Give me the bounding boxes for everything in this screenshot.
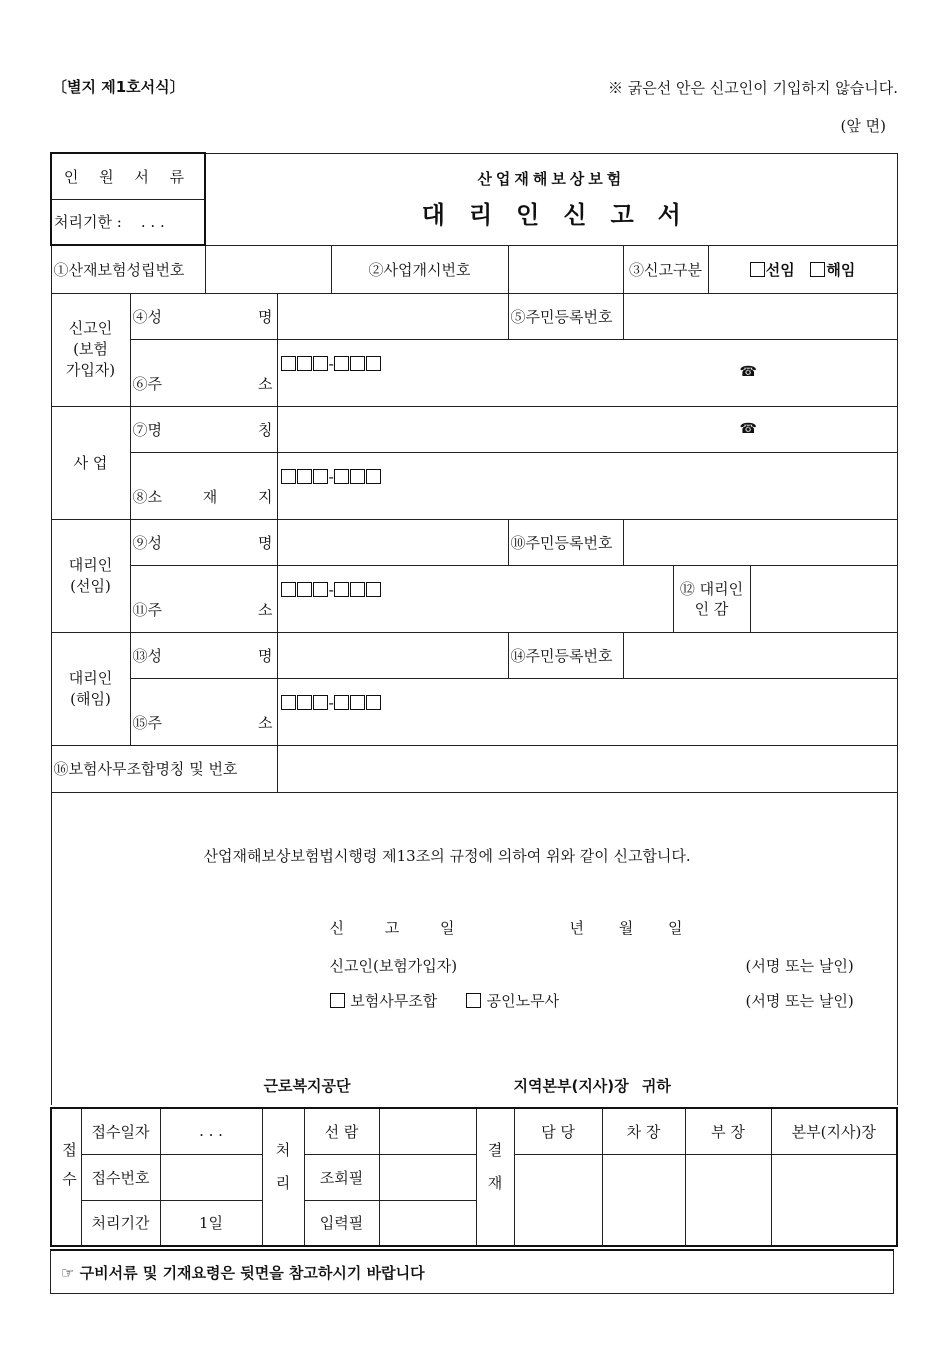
process-input-field[interactable] xyxy=(379,1200,476,1246)
insurance-number-field[interactable] xyxy=(205,245,331,293)
reporter-sign-label: 신고인(보험가입자) xyxy=(329,956,458,975)
agent-appoint-address-field[interactable] xyxy=(277,565,673,632)
checkbox-labor-attorney[interactable] xyxy=(466,993,481,1008)
business-name-label: ⑦명 칭 xyxy=(130,406,277,452)
postal-code-boxes: - xyxy=(281,580,382,599)
intake-number-label: 접수번호 xyxy=(81,1154,160,1200)
business-start-label: ②사업개시번호 xyxy=(331,245,508,293)
form-id: 〔별지 제1호서식〕 xyxy=(52,78,185,96)
reporter-name-field[interactable] xyxy=(277,293,508,339)
reporter-address-field[interactable] xyxy=(277,339,897,406)
agent-appoint-rrn-field[interactable] xyxy=(623,519,897,565)
reporter-group: 신고인 (보험 가입자) xyxy=(51,293,130,406)
approval-col-deputy: 차 장 xyxy=(602,1108,685,1154)
business-name-field[interactable] xyxy=(277,406,897,452)
business-start-field[interactable] xyxy=(508,245,623,293)
agent-seal-field[interactable] xyxy=(750,565,897,632)
report-type-options: 선임 해임 xyxy=(708,245,897,293)
agent-sign-options: 보험사무조합 공인노무사 xyxy=(330,990,560,1011)
title-big: 대리인신고서 xyxy=(421,201,705,229)
reporter-rrn-label: ⑤주민등록번호 xyxy=(508,293,623,339)
process-input-label: 입력필 xyxy=(304,1200,379,1246)
approval-col-staff: 담 당 xyxy=(514,1108,602,1154)
form-title xyxy=(205,153,897,245)
approval-col-manager: 부 장 xyxy=(685,1108,771,1154)
process-inquiry-field[interactable] xyxy=(379,1154,476,1200)
business-location-field[interactable] xyxy=(277,452,897,519)
approval-sign-manager[interactable] xyxy=(685,1154,771,1246)
title-small: 산업재해보상보험 xyxy=(477,170,626,188)
approval-sign-staff[interactable] xyxy=(514,1154,602,1246)
approval-col-head: 본부(지사)장 xyxy=(771,1108,897,1154)
petition-type: 인 원 서 류 xyxy=(51,153,205,199)
agent-dismiss-rrn-field[interactable] xyxy=(623,632,897,678)
process-review-label: 선 람 xyxy=(304,1108,379,1154)
checkbox-appoint[interactable] xyxy=(750,262,765,277)
approval-sign-deputy[interactable] xyxy=(602,1154,685,1246)
page-side: (앞 면) xyxy=(840,117,886,135)
insurance-number-label: ①산재보험성립번호 xyxy=(51,245,205,293)
process-group: 처리 xyxy=(262,1108,304,1246)
agent-dismiss-address-field[interactable] xyxy=(277,678,897,745)
business-location-label: ⑧소 재 지 xyxy=(130,452,277,519)
postal-code-boxes: - xyxy=(281,467,382,486)
checkbox-union[interactable] xyxy=(330,993,345,1008)
process-review-field[interactable] xyxy=(379,1108,476,1154)
organization-name: 근로복지공단 xyxy=(263,1076,351,1095)
declaration-text: 산업재해보상보험법시행령 제13조의 규정에 의하여 위와 같이 신고합니다. xyxy=(203,846,691,865)
intake-period-label: 처리기간 xyxy=(81,1200,160,1246)
agent-appoint-name-label: ⑨성 명 xyxy=(130,519,277,565)
phone-icon: ☎ xyxy=(739,363,757,380)
reporter-sign-note: (서명 또는 날인) xyxy=(745,956,854,975)
intake-date-label: 접수일자 xyxy=(81,1108,160,1154)
office-use-table xyxy=(50,1107,898,1247)
agent-sign-note: (서명 또는 날인) xyxy=(745,991,854,1010)
agent-appoint-name-field[interactable] xyxy=(277,519,508,565)
phone-icon: ☎ xyxy=(739,420,757,437)
intake-period-value: 1일 xyxy=(160,1200,262,1246)
reporter-rrn-field[interactable] xyxy=(623,293,897,339)
union-label: ⑯보험사무조합명칭 및 번호 xyxy=(51,745,277,792)
intake-group: 접수 xyxy=(51,1108,81,1246)
agent-dismiss-address-label: ⑮주 소 xyxy=(130,678,277,745)
report-form xyxy=(50,152,898,1105)
agent-seal-label: ⑫ 대리인 인 감 xyxy=(673,565,750,632)
recipient: 지역본부(지사)장 귀하 xyxy=(513,1076,671,1095)
agent-dismiss-name-label: ⑬성 명 xyxy=(130,632,277,678)
agent-appoint-group: 대리인 (선임) xyxy=(51,519,130,632)
checkbox-dismiss[interactable] xyxy=(810,262,825,277)
agent-appoint-address-label: ⑪주 소 xyxy=(130,565,277,632)
report-type-label: ③신고구분 xyxy=(623,245,708,293)
process-inquiry-label: 조회필 xyxy=(304,1154,379,1200)
approval-sign-head[interactable] xyxy=(771,1154,897,1246)
intake-number-field[interactable] xyxy=(160,1154,262,1200)
postal-code-boxes: - xyxy=(281,693,382,712)
intake-date-value: . . . xyxy=(160,1108,262,1154)
reporter-name-label: ④성 명 xyxy=(130,293,277,339)
union-field[interactable] xyxy=(277,745,897,792)
agent-dismiss-group: 대리인 (해임) xyxy=(51,632,130,745)
processing-deadline: 처리기한 : . . . xyxy=(51,199,205,245)
report-date-label: 신 고 일 xyxy=(329,918,473,937)
report-date-value: 년 월 일 xyxy=(569,918,683,937)
agent-dismiss-name-field[interactable] xyxy=(277,632,508,678)
notice-text: ※ 굵은선 안은 신고인이 기입하지 않습니다. xyxy=(608,79,898,97)
declaration-section xyxy=(51,792,897,1105)
postal-code-boxes: - xyxy=(281,354,382,373)
footer-note: ☞ 구비서류 및 기재요령은 뒷면을 참고하시기 바랍니다 xyxy=(50,1249,894,1294)
agent-dismiss-rrn-label: ⑭주민등록번호 xyxy=(508,632,623,678)
business-group: 사 업 xyxy=(51,406,130,519)
reporter-address-label: ⑥주 소 xyxy=(130,339,277,406)
approval-group: 결재 xyxy=(476,1108,514,1246)
agent-appoint-rrn-label: ⑩주민등록번호 xyxy=(508,519,623,565)
